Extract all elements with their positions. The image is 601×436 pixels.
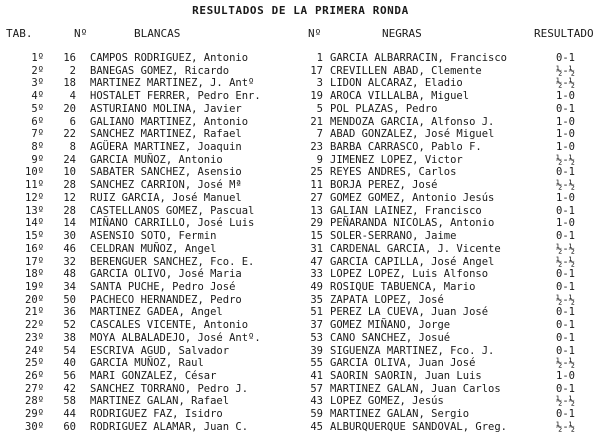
game-result: 0-1 [556, 166, 575, 179]
board-number: 16º [25, 242, 44, 255]
black-player-name: SOLER-SERRANO, Jaime [330, 230, 457, 243]
black-player-name: SAORIN SAORIN, Juan Luis [330, 370, 482, 382]
black-player-name: ALBURQUERQUE SANDOVAL, Greg. [330, 420, 508, 433]
black-player-number: 25 [310, 166, 323, 179]
black-player-number: 59 [310, 408, 323, 421]
board-number: 3º [31, 77, 44, 90]
white-player-name: PACHECO HERNANDEZ, Pedro [90, 293, 242, 306]
white-player-name: CASTELLANOS GOMEZ, Pascual [90, 204, 255, 217]
black-player-name: BORJA PEREZ, José [330, 179, 438, 192]
game-result: 0-1 [556, 319, 575, 332]
game-result: 0-1 [556, 382, 575, 395]
white-player-number: 38 [63, 331, 76, 344]
white-player-number: 30 [63, 230, 76, 243]
white-player-name: RODRIGUEZ ALAMAR, Juan C. [90, 420, 249, 433]
black-player-number: 35 [310, 293, 323, 306]
board-number: 28º [25, 395, 44, 408]
black-player-name: MARTINEZ GALAN, Juan Carlos [330, 382, 501, 395]
game-result: 1-0 [556, 141, 575, 154]
board-number: 24º [25, 344, 44, 357]
game-result: ½-½ [556, 153, 575, 166]
table-row [0, 217, 601, 230]
black-player-name: LOPEZ GOMEZ, Jesús [330, 395, 444, 408]
black-player-name: SIGUENZA MARTINEZ, Fco. J. [330, 344, 495, 357]
game-result: 0-1 [556, 344, 575, 357]
table-row [0, 103, 601, 116]
black-player-name: GARCIA CAPILLA, José Angel [330, 255, 495, 268]
white-player-name: CASCALES VICENTE, Antonio [90, 319, 249, 332]
table-row [0, 65, 601, 78]
black-player-name: PEÑARANDA NICOLAS, Antonio [330, 217, 495, 230]
black-player-number: 13 [310, 204, 323, 217]
white-player-name: MOYA ALBALADEJO, José Antº. [90, 331, 261, 344]
white-player-name: ESCRIVA AGUD, Salvador [90, 344, 230, 357]
table-row [0, 243, 601, 256]
game-result: ½-½ [556, 293, 575, 306]
game-result: ½-½ [556, 64, 575, 77]
game-result: 1-0 [556, 128, 575, 141]
game-result: 0-1 [556, 331, 575, 344]
white-player-name: CAMPOS RODRIGUEZ, Antonio [90, 52, 249, 64]
header-tab: TAB. [6, 27, 33, 40]
white-player-name: AGÜERA MARTINEZ, Joaquin [90, 141, 242, 154]
white-player-name: ASTURIANO MOLINA, Javier [90, 102, 242, 115]
white-player-name: SANCHEZ CARRION, José Mª [90, 179, 242, 192]
board-number: 12º [25, 191, 44, 204]
board-number: 30º [25, 420, 44, 433]
table-row [0, 294, 601, 307]
black-player-number: 41 [310, 370, 323, 382]
table-row [0, 128, 601, 141]
white-player-number: 50 [63, 293, 76, 306]
black-player-number: 3 [316, 77, 323, 90]
table-row [0, 90, 601, 103]
white-player-number: 8 [69, 141, 76, 154]
table-row [0, 179, 601, 192]
white-player-name: MARTINEZ MARTINEZ, J. Antº [90, 77, 255, 90]
board-number: 10º [25, 166, 44, 179]
game-result: 1-0 [556, 191, 575, 204]
black-player-number: 17 [310, 64, 323, 77]
black-player-number: 55 [310, 357, 323, 370]
white-player-name: MARTINEZ GADEA, Angel [90, 306, 223, 319]
table-row [0, 268, 601, 281]
white-player-name: GARCIA MUÑOZ, Antonio [90, 153, 223, 166]
black-player-number: 37 [310, 319, 323, 332]
black-player-number: 21 [310, 115, 323, 128]
black-player-number: 5 [316, 102, 323, 115]
white-player-name: MARTINEZ GALAN, Rafael [90, 395, 230, 408]
game-result: 1-0 [556, 217, 575, 230]
black-player-name: PEREZ LA CUEVA, Juan José [330, 306, 489, 319]
board-number: 19º [25, 280, 44, 293]
white-player-number: 20 [63, 102, 76, 115]
table-row [0, 52, 601, 65]
white-player-name: SABATER SANCHEZ, Asensio [90, 166, 242, 179]
white-player-name: SANCHEZ TORRANO, Pedro J. [90, 382, 249, 395]
game-result: 0-1 [556, 268, 575, 281]
black-player-name: GARCIA ALBARRACIN, Francisco [330, 52, 508, 64]
game-result: 1-0 [556, 370, 575, 382]
black-player-number: 1 [316, 52, 323, 64]
header-black: NEGRAS [382, 27, 422, 40]
white-player-number: 36 [63, 306, 76, 319]
black-player-number: 51 [310, 306, 323, 319]
board-number: 4º [31, 90, 44, 103]
board-number: 13º [25, 204, 44, 217]
white-player-number: 52 [63, 319, 76, 332]
black-player-name: LOPEZ LOPEZ, Luis Alfonso [330, 268, 489, 281]
game-result: 0-1 [556, 204, 575, 217]
white-player-name: RUIZ GARCIA, José Manuel [90, 191, 242, 204]
header-result: RESULTADO [534, 27, 594, 40]
white-player-number: 18 [63, 77, 76, 90]
white-player-number: 46 [63, 242, 76, 255]
white-player-number: 32 [63, 255, 76, 268]
board-number: 1º [31, 52, 44, 64]
white-player-number: 14 [63, 217, 76, 230]
black-player-name: MARTINEZ GALAN, Sergio [330, 408, 470, 421]
board-number: 9º [31, 153, 44, 166]
black-player-name: CANO SANCHEZ, Josué [330, 331, 451, 344]
white-player-number: 56 [63, 370, 76, 382]
black-player-number: 53 [310, 331, 323, 344]
table-row [0, 306, 601, 319]
header-white-number: Nº [74, 27, 88, 40]
white-player-name: CELDRAN MUÑOZ, Angel [90, 242, 217, 255]
black-player-number: 45 [310, 420, 323, 433]
white-player-name: HOSTALET FERRER, Pedro Enr. [90, 90, 261, 103]
white-player-name: BANEGAS GOMEZ, Ricardo [90, 64, 230, 77]
white-player-number: 12 [63, 191, 76, 204]
table-row [0, 383, 601, 396]
game-result: 0-1 [556, 306, 575, 319]
table-row [0, 77, 601, 90]
black-player-name: GARCIA OLIVA, Juan José [330, 357, 476, 370]
white-player-number: 4 [69, 90, 76, 103]
game-result: ½-½ [556, 179, 575, 192]
game-result: ½-½ [556, 77, 575, 90]
white-player-name: MARI GONZALEZ, César [90, 370, 217, 382]
white-player-name: GARCIA MUÑOZ, Raul [90, 357, 204, 370]
white-player-number: 22 [63, 128, 76, 141]
game-result: 0-1 [556, 52, 575, 64]
black-player-name: ZAPATA LOPEZ, José [330, 293, 444, 306]
black-player-name: CREVILLEN ABAD, Clemente [330, 64, 482, 77]
black-player-name: REYES ANDRES, Carlos [330, 166, 457, 179]
black-player-number: 31 [310, 242, 323, 255]
black-player-number: 11 [310, 179, 323, 192]
board-number: 11º [25, 179, 44, 192]
black-player-name: GALIAN LAINEZ, Francisco [330, 204, 482, 217]
table-row [0, 281, 601, 294]
black-player-name: JIMENEZ LOPEZ, Victor [330, 153, 463, 166]
black-player-name: LIDON ALCARAZ, Eladio [330, 77, 463, 90]
black-player-name: GOMEZ MIÑANO, Jorge [330, 319, 451, 332]
black-player-name: AROCA VILLALBA, Miguel [330, 90, 470, 103]
white-player-number: 2 [69, 64, 76, 77]
white-player-name: MIÑANO CARRILLO, José Luis [90, 217, 255, 230]
black-player-name: CARDENAL GARCIA, J. Vicente [330, 242, 501, 255]
table-row [0, 205, 601, 218]
white-player-number: 54 [63, 344, 76, 357]
black-player-number: 23 [310, 141, 323, 154]
black-player-number: 19 [310, 90, 323, 103]
black-player-number: 47 [310, 255, 323, 268]
table-row [0, 408, 601, 421]
black-player-number: 15 [310, 230, 323, 243]
board-number: 22º [25, 319, 44, 332]
table-row [0, 230, 601, 243]
white-player-number: 24 [63, 153, 76, 166]
white-player-number: 48 [63, 268, 76, 281]
black-player-number: 9 [316, 153, 323, 166]
black-player-name: POL PLAZAS, Pedro [330, 102, 438, 115]
header-white: BLANCAS [134, 27, 181, 40]
black-player-name: ABAD GONZALEZ, José Miguel [330, 128, 495, 141]
white-player-name: RODRIGUEZ FAZ, Isidro [90, 408, 223, 421]
black-player-name: MENDOZA GARCIA, Alfonso J. [330, 115, 495, 128]
table-row [0, 370, 601, 383]
board-number: 29º [25, 408, 44, 421]
black-player-number: 43 [310, 395, 323, 408]
board-number: 14º [25, 217, 44, 230]
table-row [0, 332, 601, 345]
header-black-number: Nº [308, 27, 322, 40]
black-player-number: 29 [310, 217, 323, 230]
game-result: 0-1 [556, 102, 575, 115]
white-player-number: 28 [63, 204, 76, 217]
board-number: 23º [25, 331, 44, 344]
black-player-name: ROSIQUE TABUENCA, Mario [330, 280, 476, 293]
table-row [0, 357, 601, 370]
table-row [0, 154, 601, 167]
game-result: ½-½ [556, 255, 575, 268]
board-number: 18º [25, 268, 44, 281]
table-row [0, 166, 601, 179]
white-player-number: 34 [63, 280, 76, 293]
white-player-number: 6 [69, 115, 76, 128]
black-player-number: 49 [310, 280, 323, 293]
table-row [0, 116, 601, 129]
game-result: ½-½ [556, 395, 575, 408]
board-number: 21º [25, 306, 44, 319]
game-result: ½-½ [556, 357, 575, 370]
table-row [0, 141, 601, 154]
white-player-number: 60 [63, 420, 76, 433]
white-player-number: 40 [63, 357, 76, 370]
board-number: 6º [31, 115, 44, 128]
board-number: 15º [25, 230, 44, 243]
black-player-number: 7 [316, 128, 323, 141]
game-result: 0-1 [556, 408, 575, 421]
white-player-number: 44 [63, 408, 76, 421]
board-number: 8º [31, 141, 44, 154]
game-result: 0-1 [556, 280, 575, 293]
board-number: 25º [25, 357, 44, 370]
board-number: 20º [25, 293, 44, 306]
black-player-number: 39 [310, 344, 323, 357]
table-row [0, 395, 601, 408]
white-player-number: 16 [63, 52, 76, 64]
game-result: 0-1 [556, 230, 575, 243]
game-result: 1-0 [556, 115, 575, 128]
black-player-number: 27 [310, 191, 323, 204]
white-player-name: GALIANO MARTINEZ, Antonio [90, 115, 249, 128]
white-player-name: BERENGUER SANCHEZ, Fco. E. [90, 255, 255, 268]
white-player-number: 58 [63, 395, 76, 408]
white-player-name: SANTA PUCHE, Pedro José [90, 280, 236, 293]
black-player-name: BARBA CARRASCO, Pablo F. [330, 141, 482, 154]
white-player-number: 42 [63, 382, 76, 395]
white-player-number: 10 [63, 166, 76, 179]
table-row [0, 192, 601, 205]
white-player-name: GARCIA OLIVO, José Maria [90, 268, 242, 281]
board-number: 17º [25, 255, 44, 268]
white-player-name: SANCHEZ MARTINEZ, Rafael [90, 128, 242, 141]
white-player-number: 28 [63, 179, 76, 192]
black-player-name: GOMEZ GOMEZ, Antonio Jesús [330, 191, 495, 204]
white-player-name: ASENSIO SOTO, Fermin [90, 230, 217, 243]
board-number: 7º [31, 128, 44, 141]
table-row [0, 319, 601, 332]
table-row [0, 256, 601, 269]
table-row [0, 421, 601, 434]
board-number: 5º [31, 102, 44, 115]
board-number: 27º [25, 382, 44, 395]
game-result: 1-0 [556, 90, 575, 103]
game-result: ½-½ [556, 420, 575, 433]
page-title: RESULTADOS DE LA PRIMERA RONDA [192, 4, 409, 17]
board-number: 26º [25, 370, 44, 382]
board-number: 2º [31, 64, 44, 77]
table-row [0, 345, 601, 358]
black-player-number: 57 [310, 382, 323, 395]
game-result: ½-½ [556, 242, 575, 255]
black-player-number: 33 [310, 268, 323, 281]
